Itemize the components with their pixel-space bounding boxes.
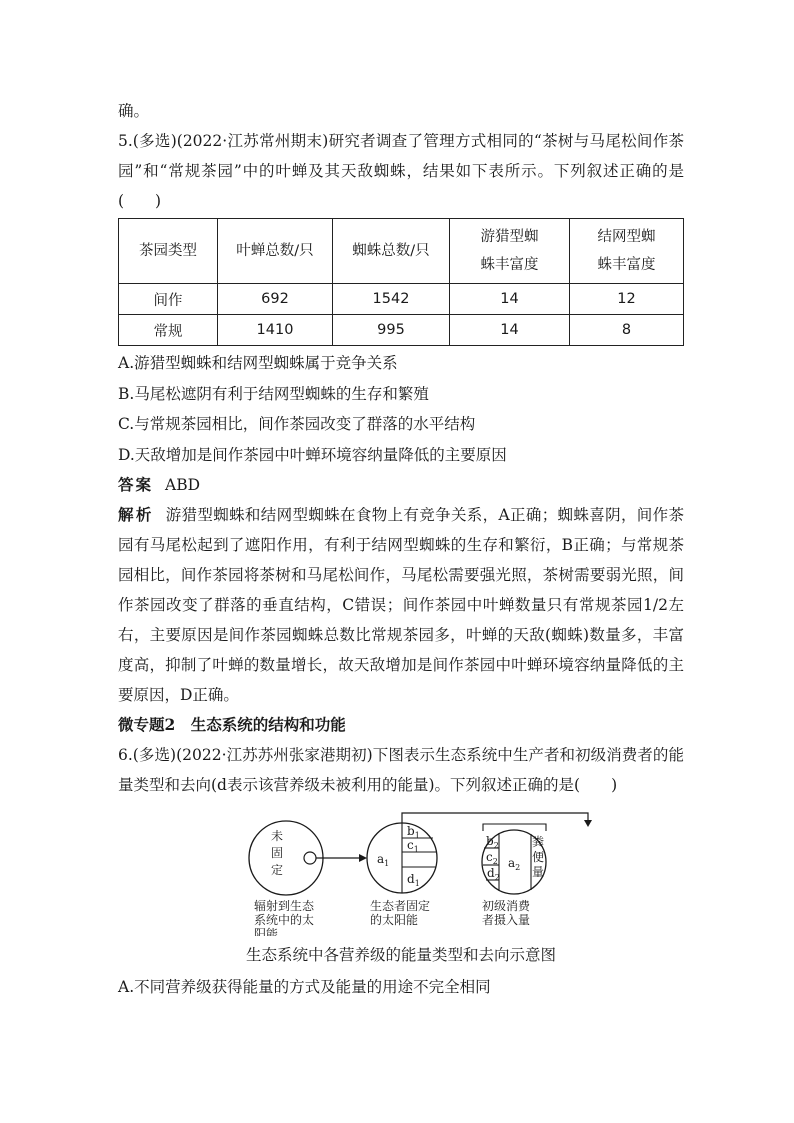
table-header-cell: 叶蝉总数/只 bbox=[218, 219, 333, 284]
option-b: B.马尾松遮阴有利于结网型蜘蛛的生存和繁殖 bbox=[118, 384, 429, 403]
answer-line bbox=[118, 470, 684, 500]
circle1-char: 未 bbox=[271, 829, 284, 843]
answer-value: ABD bbox=[165, 476, 201, 494]
circle1-char: 定 bbox=[271, 863, 284, 877]
header-line: 蛛丰富度 bbox=[597, 257, 656, 273]
table-header-cell: 蜘蛛总数/只 bbox=[333, 219, 450, 284]
small-circle bbox=[304, 852, 316, 864]
table-cell: 8 bbox=[570, 315, 684, 346]
table-header-row bbox=[119, 219, 684, 284]
table-cell: 1410 bbox=[218, 315, 333, 346]
cell-label: $b_1$ bbox=[407, 824, 420, 840]
table-header-cell bbox=[570, 219, 684, 284]
circle1-label-line: 系统中的太 bbox=[254, 913, 315, 927]
option-c: C.与常规茶园相比，间作茶园改变了群落的水平结构 bbox=[118, 415, 476, 433]
feces-char: 便 bbox=[532, 850, 545, 864]
table-cell: 12 bbox=[570, 284, 684, 315]
feces-char: 粪 bbox=[532, 835, 545, 849]
table-cell: 692 bbox=[218, 284, 333, 315]
circle3-label-line: 者摄入量 bbox=[482, 913, 531, 927]
previous-text-tail: 确。 bbox=[118, 102, 150, 120]
cell-label: $a_1$ bbox=[377, 852, 390, 868]
option-a: A.不同营养级获得能量的方式及能量的用途不完全相同 bbox=[118, 978, 491, 996]
circle3-label-line: 初级消费 bbox=[482, 899, 531, 913]
table-row bbox=[119, 284, 684, 315]
document-page bbox=[118, 96, 684, 1003]
table-cell: 间作 bbox=[119, 284, 218, 315]
analysis-label: 解析 bbox=[118, 505, 154, 524]
question-6-stem: 6.(多选)(2022·江苏苏州张家港期初)下图表示生态系统中生产者和初级消费者的能量类型和去向(d表示该营养级未被利用的能量)。下列叙述正确的是( ) bbox=[118, 746, 684, 794]
table-row bbox=[119, 315, 684, 346]
circle1-char: 固 bbox=[271, 846, 284, 860]
cell-label: $d_2$ bbox=[487, 866, 500, 882]
cell-label: $c_2$ bbox=[486, 850, 498, 866]
circle2-label-line: 的太阳能 bbox=[370, 913, 419, 927]
table-header-cell: 茶园类型 bbox=[119, 219, 218, 284]
unfixed-energy-circle bbox=[249, 821, 323, 895]
header-line: 游猎型蜘 bbox=[480, 229, 539, 245]
question-5-table bbox=[118, 218, 684, 346]
cell-label: $d_1$ bbox=[407, 872, 420, 888]
feces-char: 量 bbox=[532, 865, 545, 879]
header-line: 结网型蜘 bbox=[597, 229, 656, 245]
cell-label: $b_2$ bbox=[486, 834, 499, 850]
analysis-paragraph bbox=[118, 500, 684, 710]
question-5-stem: 5.(多选)(2022·江苏常州期末)研究者调查了管理方式相同的“茶树与马尾松间作茶园”和“常规茶园”中的叶蝉及其天敌蜘蛛，结果如下表所示。下列叙述正确的是( ) bbox=[118, 132, 684, 210]
table-cell: 常规 bbox=[119, 315, 218, 346]
energy-diagram-svg bbox=[118, 812, 684, 936]
table-cell: 14 bbox=[450, 284, 570, 315]
energy-flow-diagram bbox=[118, 812, 684, 936]
diagram-caption: 生态系统中各营养级的能量类型和去向示意图 bbox=[245, 946, 556, 964]
analysis-text: 游猎型蜘蛛和结网型蜘蛛在食物上有竞争关系，A正确；蜘蛛喜阴，间作茶园有马尾松起到了遮阳作用，有利于结网型蜘蛛的生存和繁衍，B正确；与常规茶园相比，间作茶园将茶树和马尾松间作，马尾松需要强光照，茶树需要弱光照，间作茶园改变了群落的垂直结构，C错误；间作茶园中叶蝉数量只有常规茶园1/2左右，主要原因是间作茶园蜘蛛总数比常规茶园多，叶蝉的天敌(蜘蛛)数量多，丰富度高，抑制了叶蝉的数量增长，故天敌增加是间作茶园中叶蝉环境容纳量降低的主要原因，D正确。 bbox=[118, 506, 684, 704]
table-header-cell bbox=[450, 219, 570, 284]
table-cell: 14 bbox=[450, 315, 570, 346]
table-cell: 1542 bbox=[333, 284, 450, 315]
option-d: D.天敌增加是间作茶园中叶蝉环境容纳量降低的主要原因 bbox=[118, 445, 507, 464]
cell-label: $c_1$ bbox=[407, 838, 419, 854]
circle2-label-line: 生态者固定 bbox=[370, 899, 431, 913]
arrow-head bbox=[359, 854, 367, 862]
arrow-head bbox=[584, 820, 592, 827]
circle1-label-line: 阳能 bbox=[254, 927, 279, 936]
answer-label: 答案 bbox=[118, 475, 154, 494]
bracket-line bbox=[402, 813, 588, 823]
table-cell: 995 bbox=[333, 315, 450, 346]
option-a: A.游猎型蜘蛛和结网型蜘蛛属于竞争关系 bbox=[118, 354, 398, 372]
header-line: 蛛丰富度 bbox=[480, 257, 539, 273]
circle1-label-line: 辐射到生态 bbox=[254, 899, 315, 913]
topic-heading: 微专题2 生态系统的结构和功能 bbox=[118, 715, 346, 734]
cell-label: $a_2$ bbox=[508, 856, 521, 872]
